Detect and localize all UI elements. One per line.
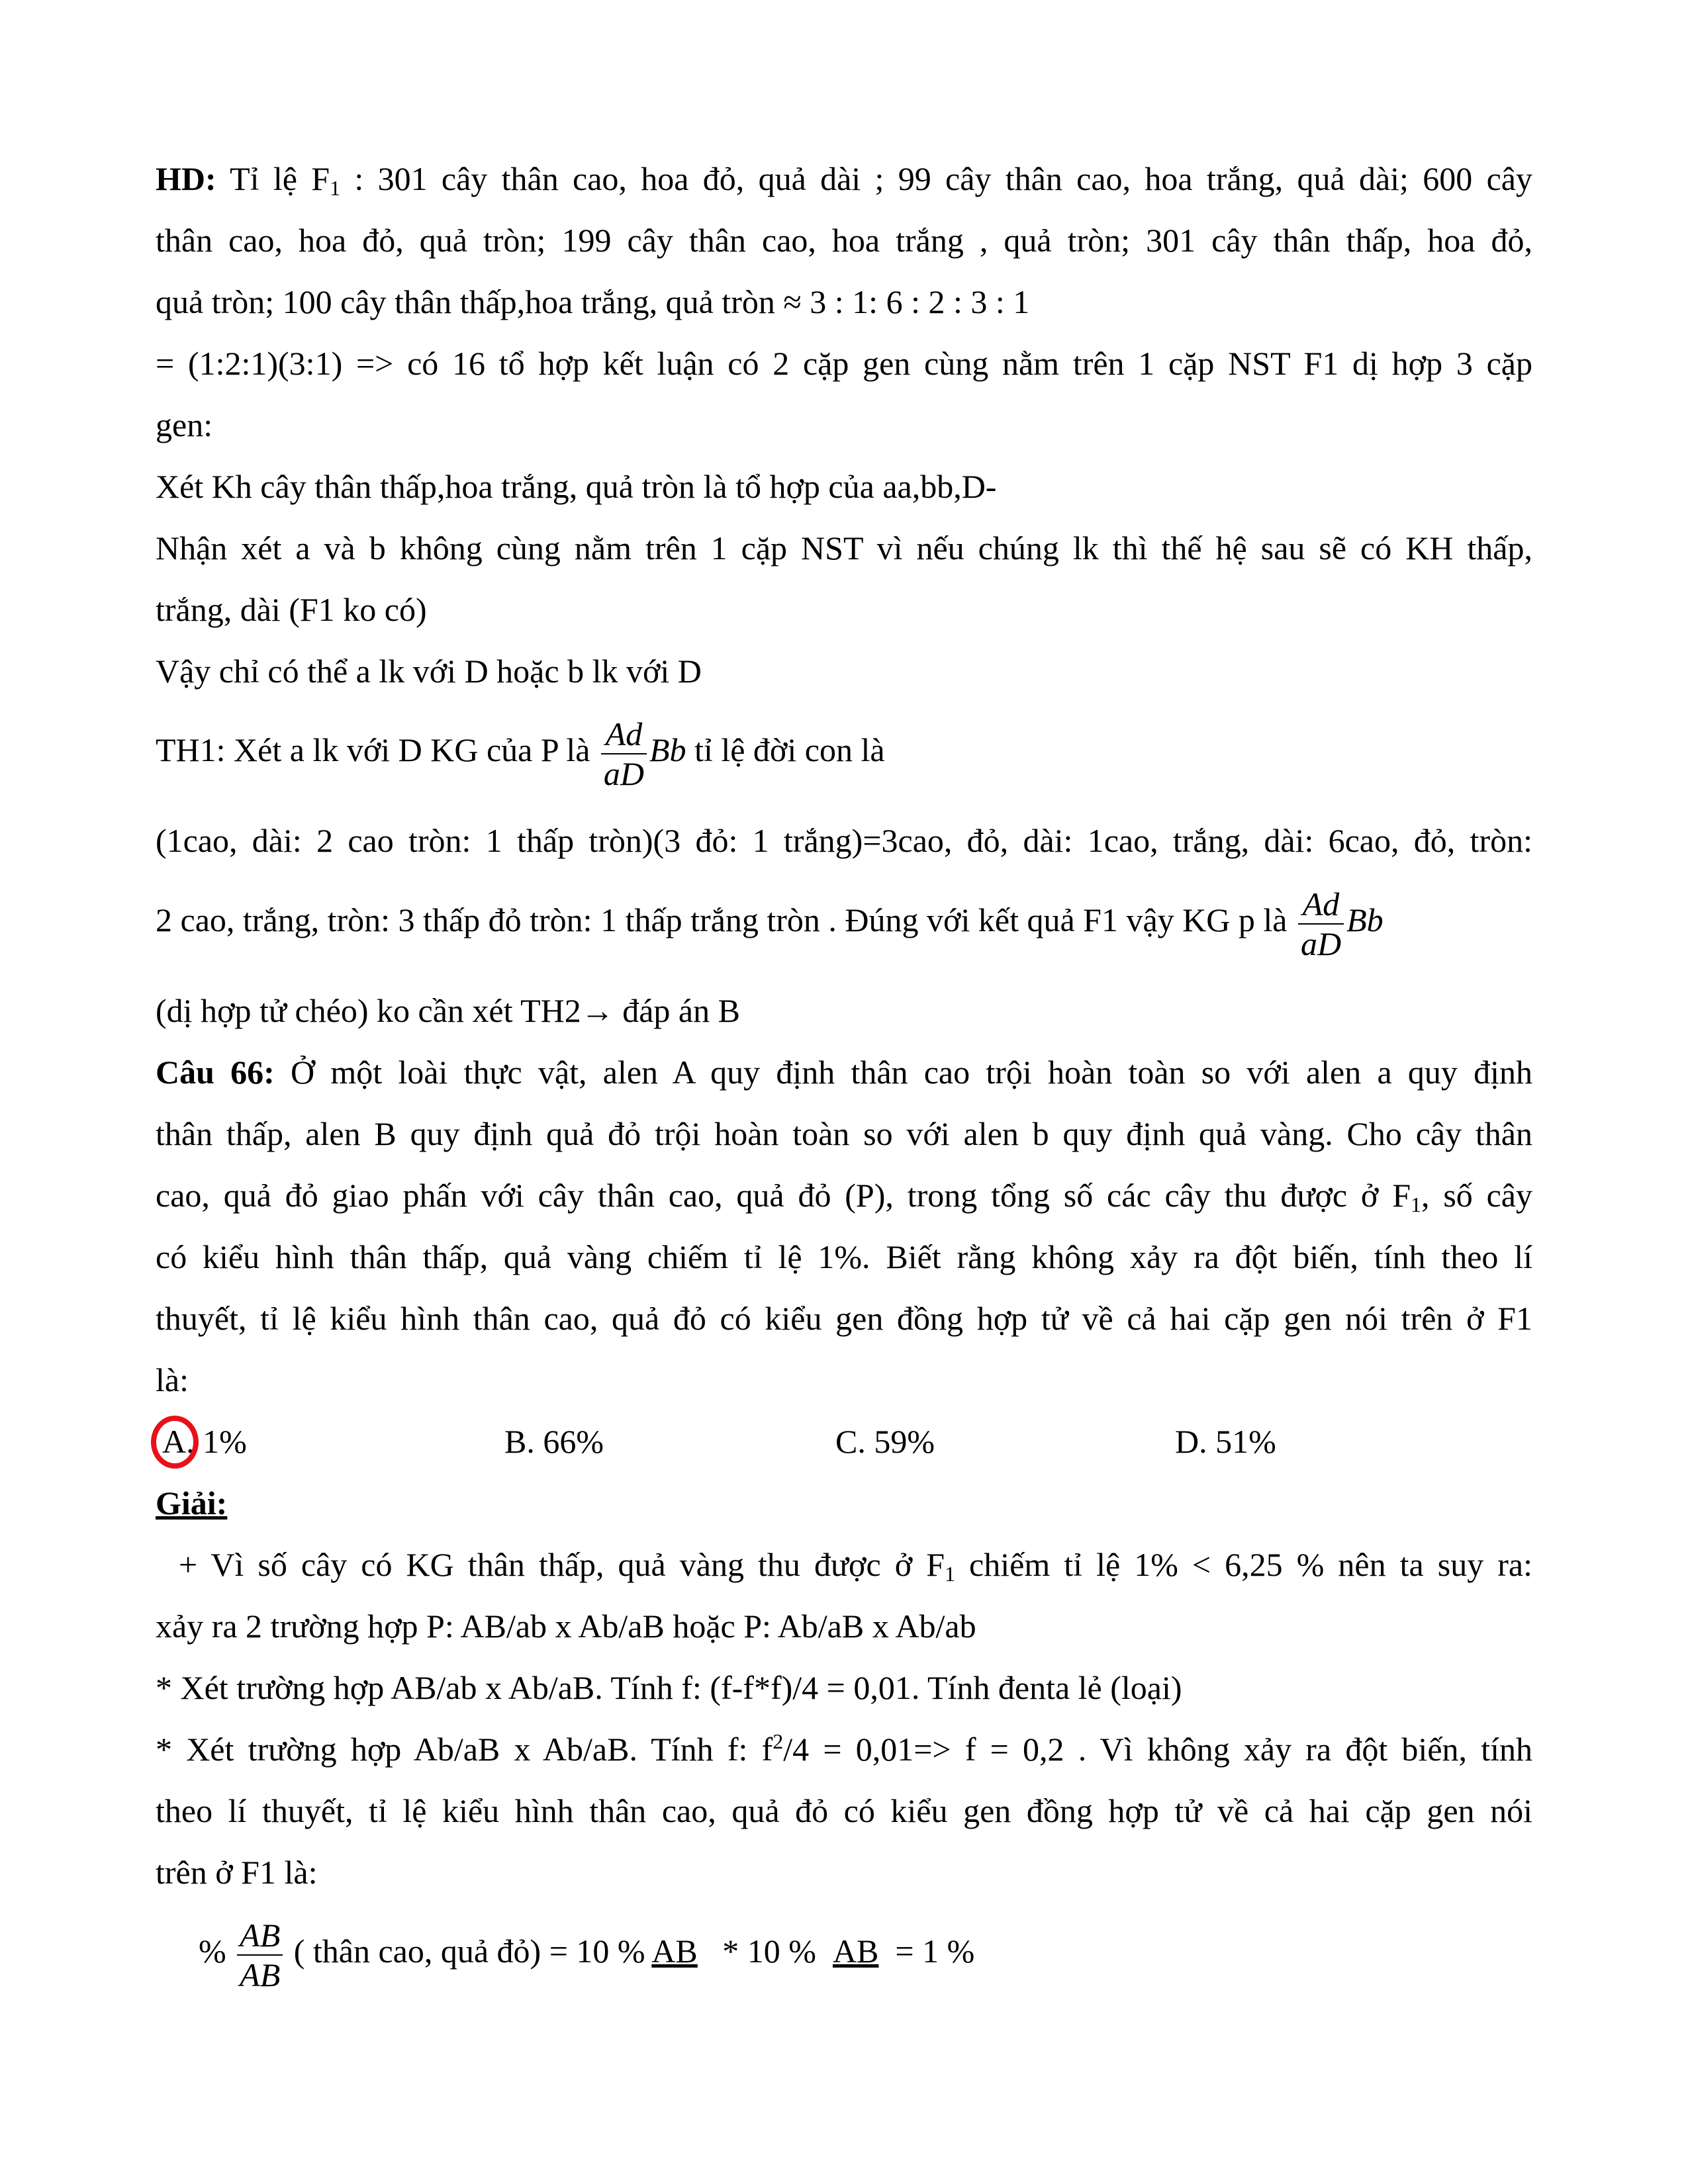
hd-line-4: = (1:2:1)(3:1) => có 16 tổ hợp kết luận có 2 cặp gen cùng nằm trên 1 cặp NST F1 dị hợp 3 cặp [156,345,1532,382]
selected-answer-circle [151,1416,199,1469]
hd-line-9: Vậy chỉ có thể a lk với D hoặc b lk với D [156,653,702,690]
hd-line-2: thân cao, hoa đỏ, quả tròn; 199 cây thân cao, hoa trắng , quả tròn; 301 cây thân thấp, hoa đỏ, [156,222,1532,259]
homozygous-fraction: $\frac{AB}{AB}$ [237,1916,283,1994]
option-b: B. 66% [504,1423,604,1460]
q66-line-2: thân thấp, alen B quy định quả đỏ trội hoàn toàn so với alen b quy định quả vàng. Cho cây thân [156,1115,1532,1152]
hd-line-12: 2 cao, trắng, tròn: 3 thấp đỏ tròn: 1 thấp trắng tròn . Đúng với kết quả F1 vậy KG p là $\frac{Ad}{aD}$ Bb [156,885,1383,962]
hd-line-7: Nhận xét a và b không cùng nằm trên 1 cặp NST vì nếu chúng lk thì thế hệ sau sẽ có KH thấp, [156,529,1532,567]
option-d: D. 51% [1175,1423,1276,1460]
q66-line-1: Câu 66: Ở một loài thực vật, alen A quy định thân cao trội hoàn toàn so với alen a quy định [156,1054,1532,1091]
hd-line-6: Xét Kh cây thân thấp,hoa trắng, quả tròn là tổ hợp của aa,bb,D- [156,468,997,505]
q66-line-4: có kiểu hình thân thấp, quả vàng chiếm tỉ lệ 1%. Biết rằng không xảy ra đột biến, tính theo lí [156,1238,1532,1275]
q66-line-3: cao, quả đỏ giao phấn với cây thân cao, quả đỏ (P), trong tổng số các cây thu được ở $F_1$, số cây [156,1177,1532,1216]
q66-line-5: thuyết, tỉ lệ kiểu hình thân cao, quả đỏ có kiểu gen đồng hợp tử về cả hai cặp gen nói trên ở F1 [156,1300,1532,1337]
giai-line-6: trên ở F1 là: [156,1854,318,1891]
hd-line-8: trắng, dài (F1 ko có) [156,591,427,628]
question-label: Câu 66: [156,1054,275,1091]
hd-label: HD: [156,160,216,197]
hd-line-3: quả tròn; 100 cây thân thấp,hoa trắng, quả tròn ≈ 3 : 1: 6 : 2 : 3 : 1 [156,283,1030,320]
giai-line-1: + Vì số cây có KG thân thấp, quả vàng thu được ở $F_1$ chiếm tỉ lệ 1% < 6,25 % nên ta suy ra: [179,1546,1532,1586]
giai-line-3: * Xét trường hợp AB/ab x Ab/aB. Tính f: (f-f*f)/4 = 0,01. Tính đenta lẻ (loại) [156,1669,1182,1706]
giai-line-5: theo lí thuyết, tỉ lệ kiểu hình thân cao, quả đỏ có kiểu gen đồng hợp tử về cả hai cặp gen nói [156,1792,1532,1829]
option-a: A. 1% [162,1423,247,1460]
giai-equation: % $\frac{AB}{AB}$ ( thân cao, quả đỏ) = 10 % AB * 10 % AB = 1 % [199,1916,975,1993]
hd-line-13: (dị hợp tử chéo) ko cần xét TH2→ đáp án B [156,992,740,1029]
hd-th1-line: TH1: Xét a lk với D KG của P là $\frac{Ad}{aD}$ Bb tỉ lệ đời con là [156,715,885,792]
genotype-fraction: $\frac{Ad}{aD}$ [1298,885,1344,963]
hd-line-11: (1cao, dài: 2 cao tròn: 1 thấp tròn)(3 đỏ: 1 trắng)=3cao, đỏ, dài: 1cao, trắng, dài: 6cao, đỏ, tròn: [156,822,1532,859]
genotype-fraction: $\frac{Ad}{aD}$ [601,715,647,793]
solution-heading: Giải: [156,1484,228,1522]
giai-line-2: xảy ra 2 trường hợp P: AB/ab x Ab/aB hoặc P: Ab/aB x Ab/ab [156,1608,976,1645]
option-c: C. 59% [835,1423,935,1460]
q66-line-6: là: [156,1361,189,1398]
hd-line-5: gen: [156,406,213,443]
giai-line-4: * Xét trường hợp Ab/aB x Ab/aB. Tính f: $f^2/4 = 0,01=> f = 0,2$ . Vì không xảy ra đột biến, tính [156,1729,1532,1768]
hd-line-1: HD: Tỉ lệ $F_1$ : 301 cây thân cao, hoa đỏ, quả dài ; 99 cây thân cao, hoa trắng, quả dài; 600 cây [156,160,1532,200]
